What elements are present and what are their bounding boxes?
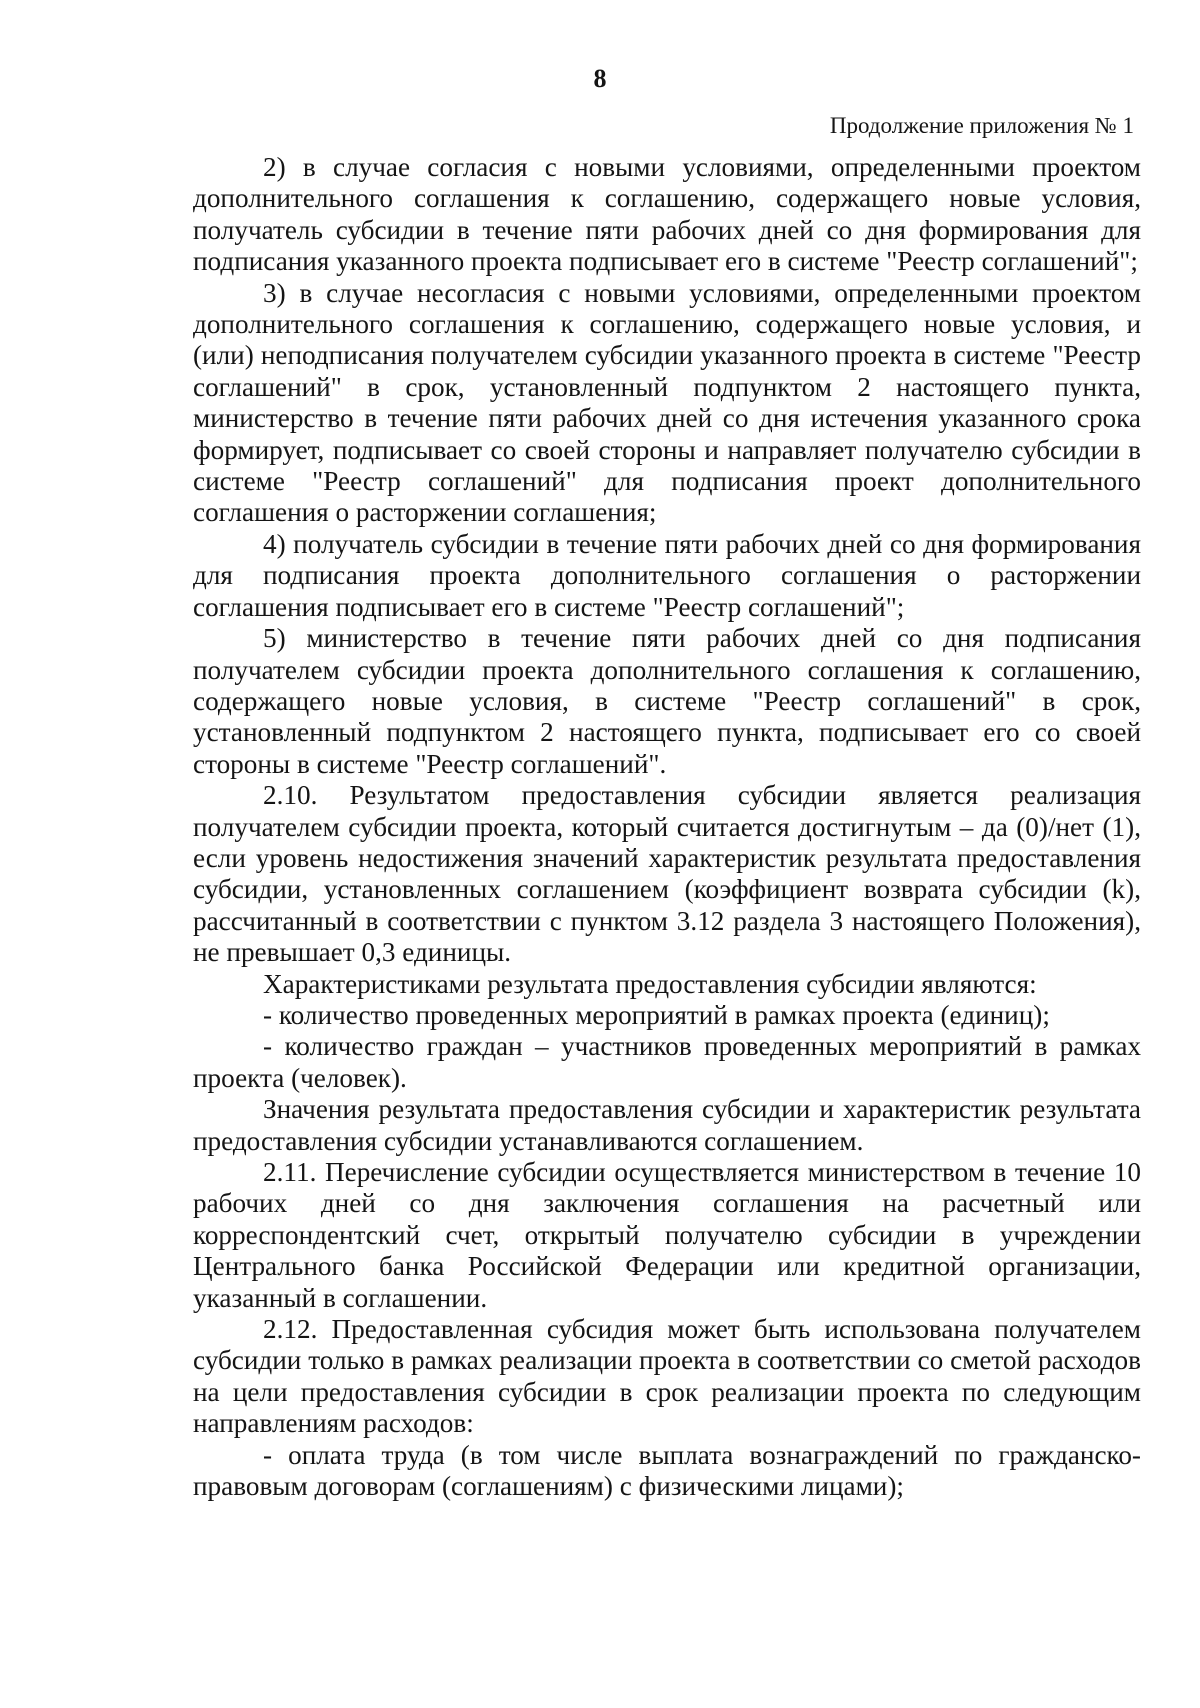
paragraph-clause-2-12: 2.12. Предоставленная субсидия может быть использована получателем субсидии только в рамках реализации проекта в соответствии со сметой расходов на цели предоставления субсидии в срок реализации проекта по следующим направлениям расходов: <box>193 1314 1141 1439</box>
paragraph-characteristics-intro: Характеристиками результата предоставления субсидии являются: <box>263 968 1037 999</box>
paragraph-subitem-5: 5) министерство в течение пяти рабочих дней со дня подписания получателем субсидии проекта дополнительного соглашения к соглашению, содержащего новые условия, в системе "Реестр соглашений" в срок, установленный подпунктом 2 настоящего пункта, подписывает его со своей стороны в системе "Реестр соглашений". <box>193 623 1141 779</box>
appendix-continuation-label: Продолжение приложения № 1 <box>829 113 1134 138</box>
paragraph-subitem-2: 2) в случае согласия с новыми условиями, определенными проектом дополнительного соглашения к соглашению, содержащего новые условия, получатель субсидии в течение пяти рабочих дней со дня формирования для подписания указанного проекта подписывает его в системе "Реестр соглашений"; <box>193 152 1141 277</box>
paragraph-clause-2-11: 2.11. Перечисление субсидии осуществляется министерством в течение 10 рабочих дней со дня заключения соглашения на расчетный или корреспондентский счет, открытый получателю субсидии в учреждении Центрального банка Российской Федерации или кредитной организации, указанный в соглашении. <box>193 1157 1141 1313</box>
list-item-events-count: - количество проведенных мероприятий в рамках проекта (единиц); <box>263 999 1050 1030</box>
document-body <box>193 152 1141 1502</box>
paragraph-subitem-4: 4) получатель субсидии в течение пяти рабочих дней со дня формирования для подписания проекта дополнительного соглашения о расторжении соглашения подписывает его в системе "Реестр соглашений"; <box>193 528 1141 622</box>
paragraph-clause-2-10: 2.10. Результатом предоставления субсидии является реализация получателем субсидии проекта, который считается достигнутым – да (0)/нет (1), если уровень недостижения значений характеристик результата предоставления субсидии, установленных соглашением (коэффициент возврата субсидии (k), рассчитанный в соответствии с пунктом 3.12 раздела 3 настоящего Положения), не превышает 0,3 единицы. <box>193 780 1141 968</box>
list-item-participants-count: - количество граждан – участников проведенных мероприятий в рамках проекта (человек). <box>193 1031 1141 1093</box>
paragraph-subitem-3: 3) в случае несогласия с новыми условиями, определенными проектом дополнительного соглашения к соглашению, содержащего новые условия, и (или) неподписания получателем субсидии указанного проекта в системе "Реестр соглашений" в срок, установленный подпунктом 2 настоящего пункта, министерство в течение пяти рабочих дней со дня истечения указанного срока формирует, подписывает со своей стороны и направляет получателю субсидии в системе "Реестр соглашений" для подписания проект дополнительного соглашения о расторжении соглашения; <box>193 277 1141 528</box>
paragraph-values-established: Значения результата предоставления субсидии и характеристик результата предоставления субсидии устанавливаются соглашением. <box>193 1094 1141 1156</box>
list-item-labor-payment: - оплата труда (в том числе выплата вознаграждений по гражданско-правовым договорам (соглашениям) с физическими лицами); <box>193 1439 1141 1502</box>
page-number: 8 <box>593 64 607 93</box>
